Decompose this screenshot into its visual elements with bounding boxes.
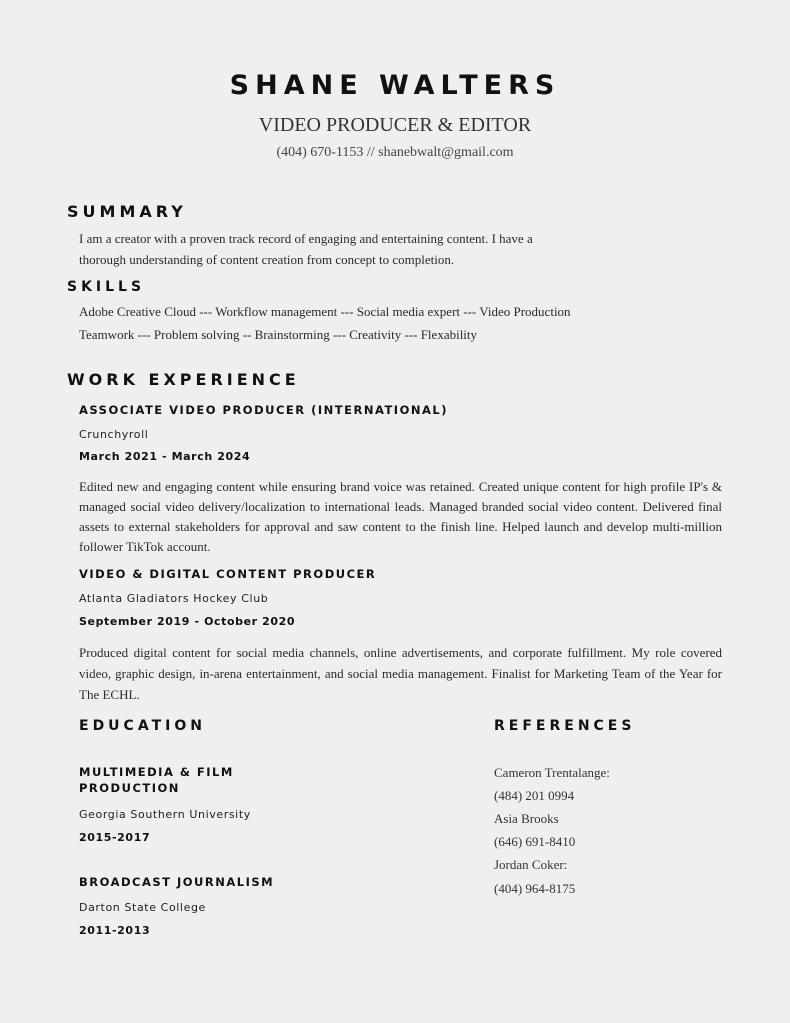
job-description: Edited new and engaging content while ensuring brand voice was retained. Created unique content for high profile IP's & managed social video delivery/localization to international leads. Managed branded social video content. Delivered final assets to external stakeholders for approval and saw content to the finish line. Helped launch and develop multi-million follower TikTok account. (79, 479, 722, 554)
summary-heading: SUMMARY (67, 202, 187, 221)
job-dates: September 2019 - October 2020 (79, 615, 296, 628)
degree-line: BROADCAST JOURNALISM (79, 875, 275, 889)
job-title: VIDEO PRODUCER & EDITOR (258, 114, 532, 136)
job-company: Crunchyroll (79, 428, 149, 441)
job-role: ASSOCIATE VIDEO PRODUCER (INTERNATIONAL) (79, 403, 448, 417)
references-heading: REFERENCES (494, 718, 636, 734)
reference-name: Cameron Trentalange: (494, 765, 610, 780)
reference-name: Asia Brooks (494, 811, 559, 826)
reference-phone: (484) 201 0994 (494, 788, 575, 803)
school-years: 2015-2017 (79, 831, 151, 844)
job-description: Produced digital content for social media channels, online advertisements, and corporate fulfillment. My role covered video, graphic design, in-arena entertainment, and social media management. Finalist for Marketing Team of the Year for The ECHL. (79, 645, 722, 702)
school-name: Darton State College (79, 901, 206, 914)
reference-name: Jordan Coker: (494, 857, 568, 872)
school-name: Georgia Southern University (79, 808, 251, 821)
degree-line: PRODUCTION (79, 781, 180, 795)
education-heading: EDUCATION (79, 718, 206, 734)
work-experience-heading: WORK EXPERIENCE (67, 370, 300, 389)
summary-line-2: thorough understanding of content creation from concept to completion. (79, 252, 455, 267)
job-dates: March 2021 - March 2024 (79, 450, 251, 463)
degree-line: MULTIMEDIA & FILM (79, 765, 234, 779)
contact-info: (404) 670-1153 // shanebwalt@gmail.com (276, 145, 514, 160)
skills-line-2: Teamwork --- Problem solving -- Brainstorming --- Creativity --- Flexability (79, 327, 478, 342)
skills-line-1: Adobe Creative Cloud --- Workflow management --- Social media expert --- Video Production (79, 304, 571, 319)
school-years: 2011-2013 (79, 924, 151, 937)
skills-heading: SKILLS (67, 279, 146, 295)
summary-line-1: I am a creator with a proven track record of engaging and entertaining content. I have a (79, 231, 533, 246)
reference-phone: (646) 691-8410 (494, 834, 576, 849)
job-company: Atlanta Gladiators Hockey Club (79, 592, 269, 605)
reference-phone: (404) 964-8175 (494, 881, 576, 896)
job-role: VIDEO & DIGITAL CONTENT PRODUCER (79, 567, 377, 581)
candidate-name: SHANE WALTERS (229, 70, 561, 101)
